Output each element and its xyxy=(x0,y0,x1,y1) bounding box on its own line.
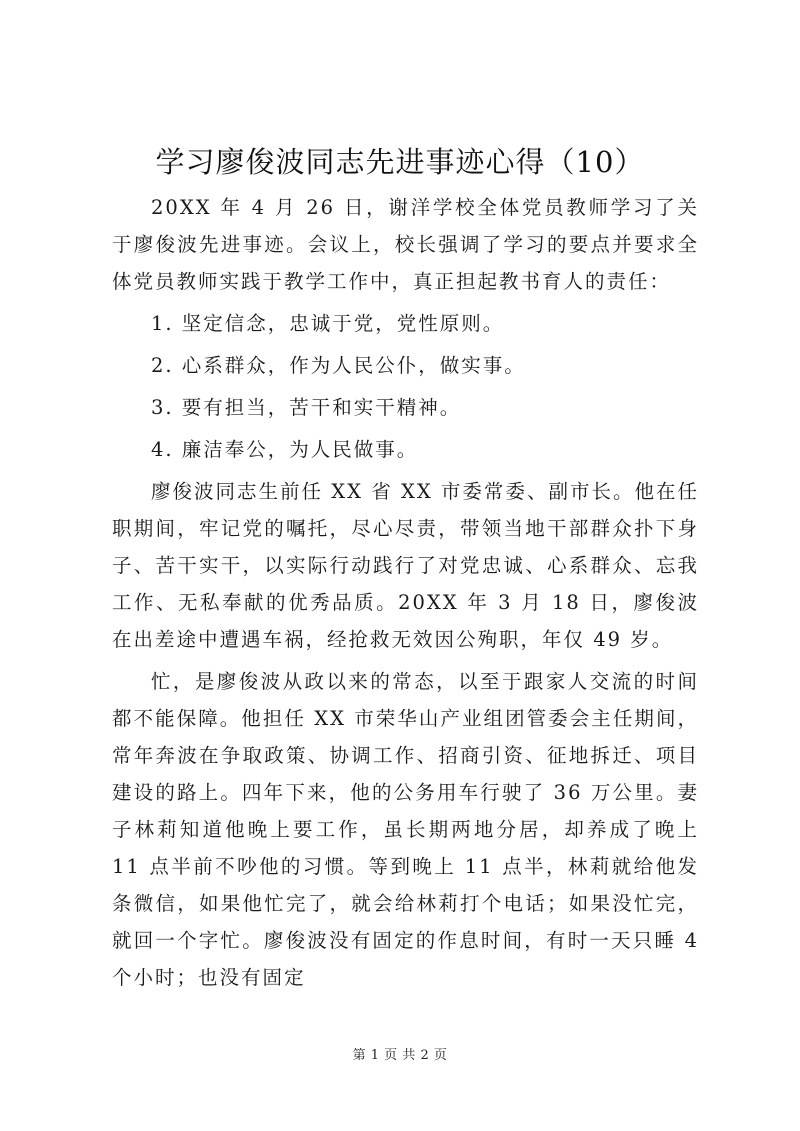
paragraph-biography: 廖俊波同志生前任 XX 省 XX 市委常委、副市长。他在任职期间，牢记党的嘱托，尽心尽责，带领当地干部群众扑下身子、苦干实干，以实际行动践行了对党忠诚、心系群众、忘我工作、无私奉献的优秀品质。20XX 年 3 月 18 日，廖俊波在出差途中遭遇车祸，经抢救无效因公殉职，年仅 49 岁。 xyxy=(112,480,699,651)
list-item-3: 3. 要有担当，苦干和实干精神。 xyxy=(151,396,462,419)
document-body xyxy=(112,189,699,1001)
list-item-2: 2. 心系群众，作为人民公仆，做实事。 xyxy=(151,354,526,377)
list-item-1: 1. 坚定信念，忠诚于党，党性原则。 xyxy=(151,312,505,335)
document-title: 学习廖俊波同志先进事迹心得（10） xyxy=(155,145,645,179)
list-item-4: 4. 廉洁奉公，为人民做事。 xyxy=(151,438,419,461)
paragraph-intro: 20XX 年 4 月 26 日，谢洋学校全体党员教师学习了关于廖俊波先进事迹。会议上，校长强调了学习的要点并要求全体党员教师实践于教学工作中，真正担起教书育人的责任： xyxy=(112,196,699,293)
paragraph-busy: 忙，是廖俊波从政以来的常态，以至于跟家人交流的时间都不能保障。他担任 XX 市荣华山产业组团管委会主任期间，常年奔波在争取政策、协调工作、招商引资、征地拆迁、项目建设的路上。四年下来，他的公务用车行驶了 36 万公里。妻子林莉知道他晚上要工作，虽长期两地分居，却养成了晚上 11 点半前不吵他的习惯。等到晚上 11 点半，林莉就给他发条微信，如果他忙完了，就会给林莉打个电话；如果没忙完，就回一个字忙。廖俊波没有固定的作息时间，有时一天只睡 4 个小时；也没有固定 xyxy=(112,670,699,989)
page-footer: 第 1 页 共 2 页 xyxy=(352,1048,448,1063)
